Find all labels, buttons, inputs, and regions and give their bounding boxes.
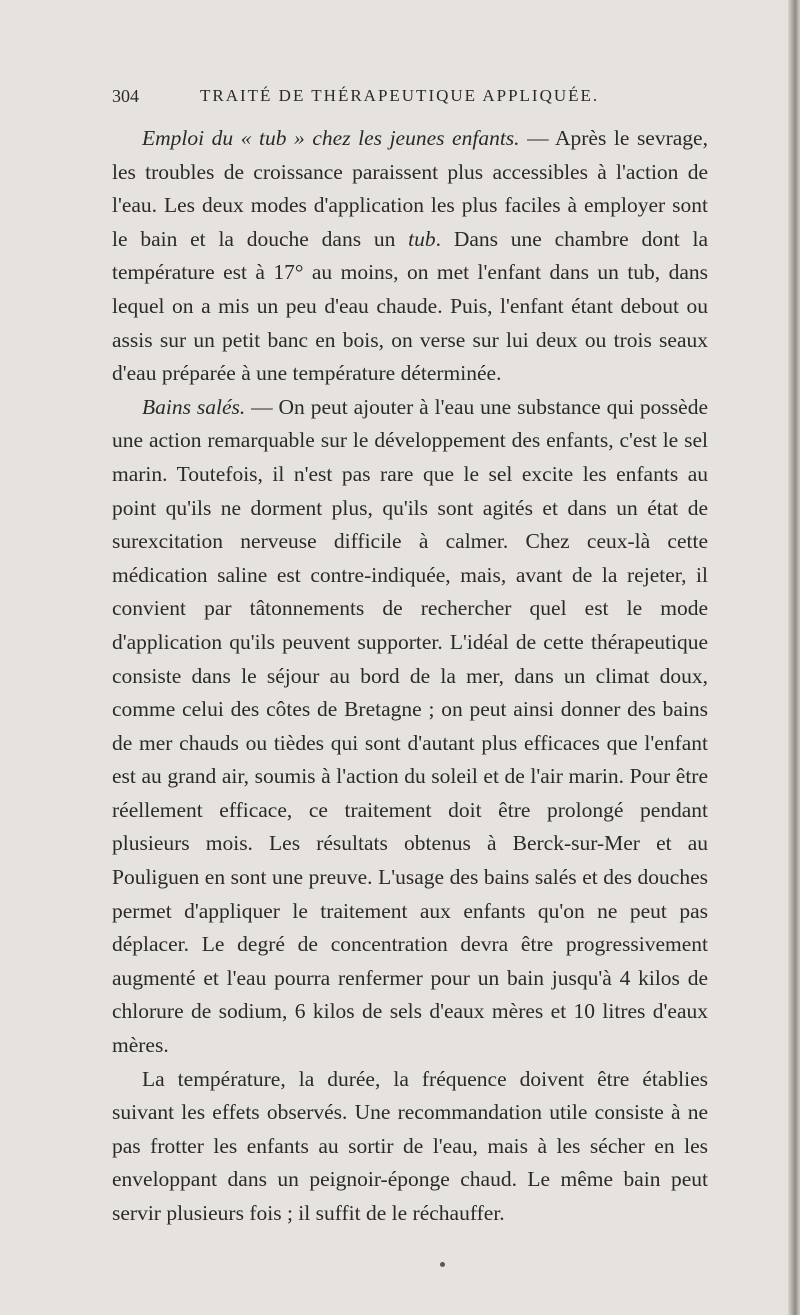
paragraph-text: On peut ajouter à l'eau une substance qui possède une action remarquable sur le développement des enfants, c'est le sel marin. Toutefois, il n'est pas rare que le sel excite les enfants au point qu'ils ne dorment plus, qu'ils sont agités et dans un état de surexcitation nerveuse difficile à calmer. Chez ceux-là cette médication saline est contre-indiquée, mais, avant de la rejeter, il convient par tâtonnements de rechercher quel est le mode d'application qu'ils peuvent supporter. L'idéal de cette thérapeutique consiste dans le séjour au bord de la mer, dans un climat doux, comme celui des côtes de Bretagne ; on peut ainsi donner des bains de mer chauds ou tièdes qui sont d'autant plus efficaces que l'enfant est au grand air, soumis à l'action du soleil et de l'air marin. Pour être réellement efficace, ce traitement doit être prolongé pendant plusieurs mois. Les résultats obtenus à Berck-sur-Mer et au Pouliguen en sont une preuve. L'usage des bains salés et des douches permet d'appliquer le traitement aux enfants qu'on ne peut pas déplacer. Le degré de concentration devra être progressivement augmenté et l'eau pourra renfermer pour un bain jusqu'à 4 kilos de chlorure de sodium, 6 kilos de sels d'eaux mères et 10 litres d'eaux mères.	[112, 394, 709, 1058]
section-heading-tub: Emploi du « tub » chez les jeunes enfants.	[142, 126, 520, 150]
paragraph-text: La température, la durée, la fréquence doivent être établies suivant les effets observés. Une recommandation utile consiste à ne pas frotter les enfants au sortir de l'eau, mais à les sécher en les enveloppant dans un peignoir-éponge chaud. Le même bain peut servir plusieurs fois ; il suffit de le réchauffer.	[112, 1066, 708, 1225]
paragraph-text: . Dans une chambre dont la température est à 17° au moins, on met l'enfant dans un tub, dans lequel on a mis un peu d'eau chaude. Puis, l'enfant étant debout ou assis sur un petit banc en bois, on verse sur lui deux ou trois seaux d'eau préparée à une température déterminée.	[112, 226, 708, 386]
paragraph-tub	[112, 122, 708, 391]
paragraph-bains-sales	[112, 391, 708, 1063]
italic-term: tub	[408, 226, 436, 251]
heading-separator: —	[245, 394, 279, 419]
heading-separator: —	[519, 126, 555, 150]
body-text	[112, 122, 708, 1231]
page-number: 304	[112, 86, 139, 106]
paragraph-temperature	[112, 1063, 708, 1231]
section-heading-bains-sales: Bains salés.	[142, 394, 246, 419]
page-header	[112, 86, 672, 116]
running-title: TRAITÉ DE THÉRAPEUTIQUE APPLIQUÉE.	[200, 86, 600, 105]
paragraph-text: Après le sevrage, les troubles de croissance paraissent plus accessibles à l'action de l'eau. Les deux modes d'application les plus faciles à employer sont le bain et la douche dans un	[112, 126, 708, 251]
page-edge-shadow	[788, 0, 800, 1315]
printer-mark	[440, 1262, 445, 1267]
